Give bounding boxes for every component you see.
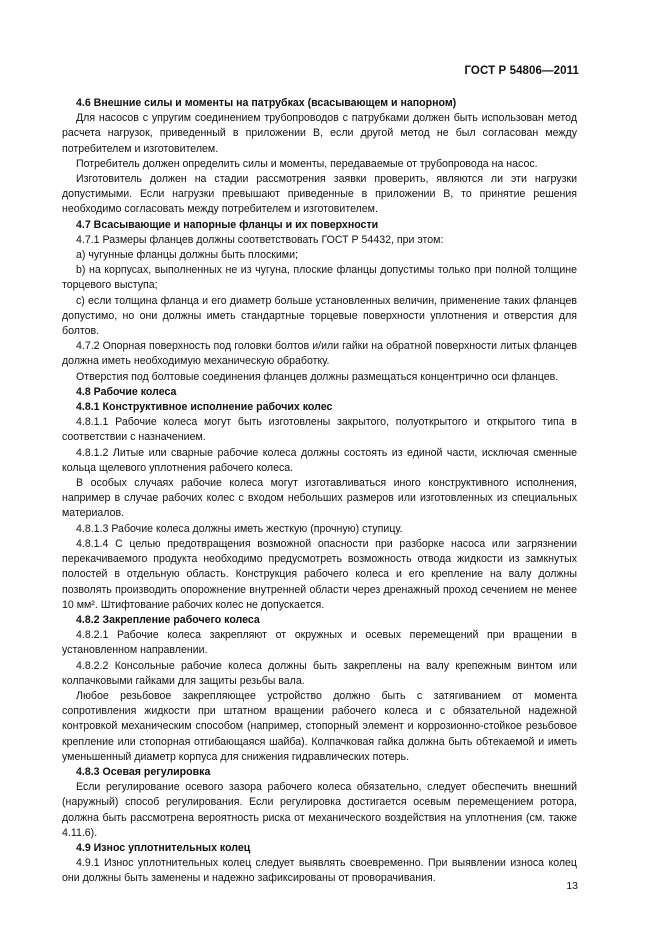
paragraph: Для насосов с упругим соединением трубопроводов с патрубками должен быть использован метод расчета нагрузок, приведенный в приложении В, если другой метод не был согласован между потребителем и изготовителем. (62, 112, 577, 155)
paragraph: Отверстия под болтовые соединения фланцев должны размещаться концентрично оси фланцев. (76, 370, 559, 383)
paragraph: 4.8.1.4 С целью предотвращения возможной опасности при разборке насоса или загрязнении перекачиваемого продукта необходимо предусмотреть возможность отвода жидкости из замкнутых полостей в отдельную область. Конструкция рабочего колеса и его крепление на валу должны позволять производить опорожнение внутренней области через дренажный проход сечением не менее 10 мм². Штифтование рабочих колес не допускается. (62, 537, 577, 611)
document-body (62, 96, 577, 887)
paragraph: 4.9.1 Износ уплотнительных колец следует выявлять своевременно. При выявлении износа колец они должны быть заменены и надежно зафиксированы от проворачивания. (62, 857, 577, 885)
paragraph: В особых случаях рабочие колеса могут изготавливаться иного конструктивного исполнения, например в случае рабочих колес с входом небольших размеров или изготовленных из специальных материалов. (62, 477, 577, 520)
paragraph: 4.8.1.1 Рабочие колеса могут быть изготовлены закрытого, полуоткрытого и открытого типа в соответствии с назначением. (62, 416, 577, 444)
section-heading: 4.9 Износ уплотнительных колец (76, 841, 251, 854)
document-header: ГОСТ Р 54806—2011 (464, 65, 579, 77)
page-number: 13 (566, 880, 578, 892)
paragraph: 4.8.1.3 Рабочие колеса должны иметь жесткую (прочную) ступицу. (76, 522, 403, 535)
section-heading: 4.7 Всасывающие и напорные фланцы и их поверхности (76, 218, 379, 231)
list-item: c) если толщина фланца и его диаметр больше установленных величин, применение таких фланцев допустимо, но они должны иметь стандартные торцевые поверхности уплотнения и отверстия для болтов. (62, 294, 577, 338)
subsection-heading: 4.8.2 Закрепление рабочего колеса (76, 613, 260, 626)
subsection-heading: 4.8.3 Осевая регулировка (76, 765, 211, 778)
section-heading: 4.6 Внешние силы и моменты на патрубках (всасывающем и напорном) (76, 97, 457, 109)
paragraph: 4.7.2 Опорная поверхность под головки болтов и/или гайки на обратной поверхности литых фланцев должна иметь необходимую механическую обработку. (62, 340, 577, 368)
section-heading: 4.8 Рабочие колеса (76, 385, 177, 398)
list-item: b) на корпусах, выполненных не из чугуна, плоские фланцы допустимы только при полной толщине торцевого выступа; (62, 264, 577, 292)
paragraph: 4.8.1.2 Литые или сварные рабочие колеса должны состоять из единой части, исключая сменные кольца щелевого уплотнения рабочего колеса. (62, 446, 577, 474)
paragraph: Если регулирование осевого зазора рабочего колеса обязательно, следует обеспечить внешний (наружный) способ регулирования. Если регулировка достигается осевым перемещением ротора, должна быть рассмотрена вероятность риска от механического воздействия на уплотнения (см. также 4.11.6). (62, 781, 577, 839)
paragraph: 4.8.2.2 Консольные рабочие колеса должны быть закреплены на валу крепежным винтом или колпачковыми гайками для защиты резьбы вала. (62, 659, 577, 687)
paragraph: Потребитель должен определить силы и моменты, передаваемые от трубопровода на насос. (76, 157, 538, 170)
paragraph: 4.8.2.1 Рабочие колеса закрепляют от окружных и осевых перемещений при вращении в установленном направлении. (62, 629, 577, 657)
paragraph: Любое резьбовое закрепляющее устройство должно быть с затягиванием от момента сопротивления жидкости при штатном вращении рабочего колеса и с обязательной надежной контровкой механическим способом (например, стопорный элемент и коррозионно-стойкое резьбовое крепление или стопорная отгибающаяся шайба). Колпачковая гайка должна быть обтекаемой и иметь уменьшенный диаметр корпуса для снижения гидравлических потерь. (62, 689, 577, 763)
subsection-heading: 4.8.1 Конструктивное исполнение рабочих колес (76, 401, 333, 414)
paragraph: Изготовитель должен на стадии рассмотрения заявки проверить, являются ли эти нагрузки допустимыми. Если нагрузки превышают приведенные в приложении В, то принятие решения необходимо согласовать между потребителем и изготовителем. (62, 173, 577, 216)
list-item: а) чугунные фланцы должны быть плоскими; (76, 249, 298, 262)
paragraph: 4.7.1 Размеры фланцев должны соответствовать ГОСТ Р 54432, при этом: (76, 233, 444, 246)
